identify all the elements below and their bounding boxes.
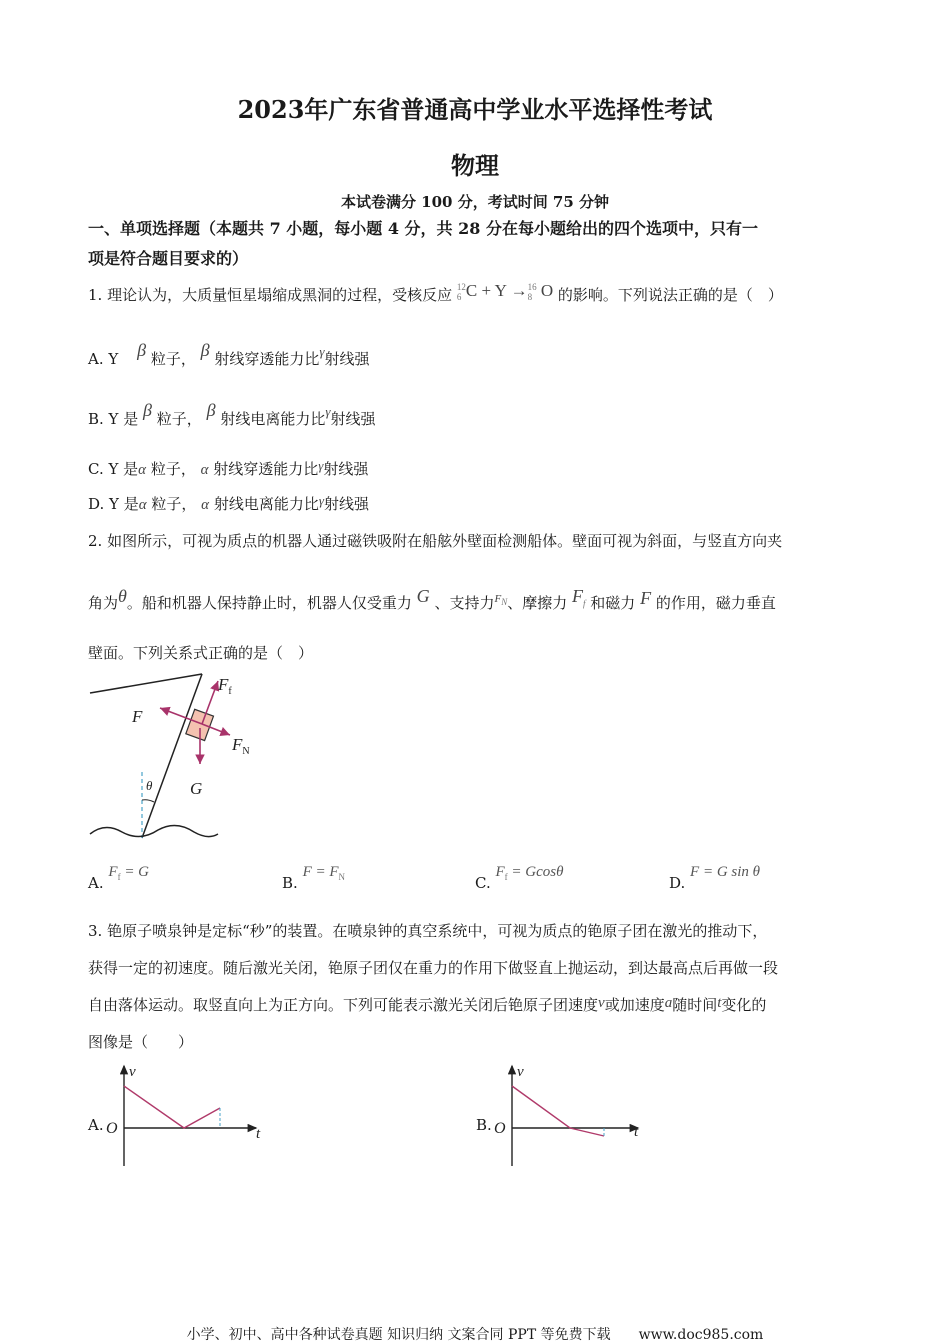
theta-arc	[142, 800, 154, 802]
q1-option-d-label: D. Y 是	[88, 495, 139, 513]
q2-line2-a: 角为	[88, 594, 119, 612]
q3-line3	[88, 994, 766, 1015]
q1-o-mass: 16	[527, 282, 537, 293]
q2-line2	[88, 586, 776, 615]
q1-option-c-label: C. Y 是	[88, 460, 139, 478]
q1-option-d[interactable]	[88, 493, 369, 514]
q2-option-d-letter: D.	[669, 874, 686, 892]
graph-a-origin: O	[106, 1120, 118, 1137]
q1-option-a-label: A. Y	[88, 350, 119, 368]
graph-a-v-label: v	[129, 1064, 136, 1080]
q1-c-sym: C + Y →	[465, 281, 528, 300]
figure-theta-label: θ	[146, 778, 153, 793]
q1-option-b-text2: 射线电离能力比	[220, 410, 326, 428]
graph-b-origin: O	[494, 1120, 506, 1137]
alpha-symbol: α	[200, 462, 209, 478]
q1-option-c[interactable]	[88, 458, 368, 479]
footer-ad[interactable]: 小学、初中、高中各种试卷真题 知识归纳 文案合同 PPT 等免费下载 www.doc985.com	[186, 1327, 764, 1343]
gamma-symbol: γ	[318, 458, 324, 473]
q1-nuclear-reaction	[457, 281, 553, 302]
ff-symbol: $F_f$	[572, 586, 586, 609]
q2-line1: 2. 如图所示，可视为质点的机器人通过磁铁吸附在船舷外壁面检测船体。壁面可视为斜面，与竖直方向夹	[88, 532, 783, 550]
t-symbol: t	[717, 995, 722, 1011]
q2-option-b-letter: B.	[282, 874, 298, 892]
gamma-symbol: γ	[325, 404, 331, 419]
q1-option-b-text3: 射线强	[330, 410, 376, 428]
graph-b-v-label: v	[517, 1064, 524, 1080]
q1-option-a-text1: 粒子，	[150, 350, 196, 368]
q1-option-a-text2: 射线穿透能力比	[214, 350, 320, 368]
graph-a-t-label: t	[256, 1126, 261, 1142]
q2-option-a[interactable]	[88, 864, 150, 892]
q2-option-c[interactable]	[475, 864, 564, 892]
q2-option-b-formula: $F = F_N$	[302, 864, 346, 882]
alpha-symbol: α	[138, 497, 147, 513]
section-heading	[88, 214, 878, 274]
label-G: G	[190, 779, 203, 798]
q1-option-a[interactable]	[88, 340, 370, 369]
q1-option-b-text1: 粒子，	[156, 410, 202, 428]
exam-title: 2023年广东省普通高中学业水平选择性考试	[237, 95, 713, 124]
q1-stem	[88, 281, 783, 306]
q2-line2-d: 、摩擦力	[507, 594, 568, 612]
beta-symbol: β	[206, 400, 216, 420]
hull-wall-line	[142, 674, 202, 838]
q1-option-c-text1: 粒子，	[150, 460, 196, 478]
graph-a-curve	[124, 1086, 220, 1128]
q1-o-sym: O	[540, 281, 554, 300]
q3-line2: 获得一定的初速度。随后激光关闭，铯原子团仅在重力的作用下做竖直上抛运动，到达最高点后再做一段	[88, 959, 779, 977]
q2-force-diagram	[80, 668, 280, 848]
q1-stem-after: 的影响。下列说法正确的是（ ）	[557, 286, 783, 304]
q2-option-a-letter: A.	[88, 874, 104, 892]
q3-line3-a: 自由落体运动。取竖直向上为正方向。下列可能表示激光关闭后铯原子团速度	[88, 996, 599, 1014]
q1-option-b[interactable]	[88, 400, 376, 429]
q1-option-d-text3: 射线强	[323, 495, 369, 513]
q3-line3-c: 随时间	[672, 996, 718, 1014]
alpha-symbol: α	[138, 462, 147, 478]
q2-line2-e: 和磁力	[590, 594, 636, 612]
q1-option-c-text2: 射线穿透能力比	[213, 460, 319, 478]
q1-option-d-text1: 粒子，	[151, 495, 197, 513]
q2-line2-f: 的作用，磁力垂直	[655, 594, 776, 612]
v-symbol: v	[598, 995, 605, 1011]
q3-line3-d: 变化的	[721, 996, 767, 1014]
q3-line4: 图像是（ ）	[88, 1033, 194, 1051]
alpha-symbol: α	[201, 497, 210, 513]
gamma-symbol: γ	[319, 344, 325, 359]
subject-title: 物理	[451, 151, 499, 180]
q2-option-d[interactable]	[669, 864, 761, 892]
q1-option-b-label: B. Y 是	[88, 410, 139, 428]
label-Ff: $F_f$	[218, 675, 232, 697]
water-wave	[90, 825, 218, 836]
beta-symbol: β	[200, 340, 210, 360]
fn-symbol: FN	[494, 593, 508, 608]
q3-option-a-letter[interactable]: A.	[88, 1116, 104, 1134]
q1-stem-before: 1. 理论认为，大质量恒星塌缩成黑洞的过程，受核反应	[88, 286, 453, 304]
q2-line2-b: 。船和机器人保持静止时，机器人仅受重力	[126, 594, 412, 612]
q3-graph-b	[488, 1060, 658, 1170]
gamma-symbol: γ	[318, 493, 324, 508]
q1-c-num: 6	[456, 292, 462, 303]
q2-option-c-formula: $F_f = Gcos\theta$	[495, 864, 564, 882]
label-FN: $F_N$	[232, 735, 250, 757]
q2-option-a-formula: $F_f = G$	[108, 864, 150, 882]
q1-o-num: 8	[527, 292, 533, 303]
section-heading-line2: 项是符合题目要求的）	[88, 249, 249, 268]
f-symbol: F	[640, 588, 652, 608]
q1-option-a-text3: 射线强	[324, 350, 370, 368]
q1-c-mass: 12	[456, 282, 466, 293]
beta-symbol: β	[143, 400, 152, 420]
q2-line3: 壁面。下列关系式正确的是（ ）	[88, 644, 314, 662]
exam-info: 本试卷满分 100 分，考试时间 75 分钟	[340, 193, 610, 211]
graph-b-t-label: t	[634, 1124, 639, 1140]
label-F: F	[132, 707, 143, 726]
section-heading-line1: 一、单项选择题（本题共 7 小题，每小题 4 分，共 28 分在每小题给出的四个选项中，只有一	[88, 219, 758, 238]
q2-option-b[interactable]	[282, 864, 346, 892]
q3-line1: 3. 铯原子喷泉钟是定标“秒”的装置。在喷泉钟的真空系统中，可视为质点的铯原子团在激光的推动下，	[88, 922, 768, 940]
q3-line3-b: 或加速度	[604, 996, 665, 1014]
hull-top-line	[90, 674, 202, 693]
q3-option-b-letter[interactable]: B.	[476, 1116, 492, 1134]
a-symbol: a	[664, 995, 673, 1011]
q1-option-c-text3: 射线强	[323, 460, 369, 478]
q1-option-d-text2: 射线电离能力比	[213, 495, 319, 513]
beta-symbol: β	[137, 340, 147, 360]
g-symbol: G	[416, 586, 430, 606]
theta-symbol: θ	[118, 586, 127, 606]
q2-line2-c: 、支持力	[434, 594, 495, 612]
q2-option-c-letter: C.	[475, 874, 491, 892]
q2-option-d-formula: F = G sin θ	[690, 864, 761, 880]
q3-graph-a	[100, 1060, 270, 1170]
